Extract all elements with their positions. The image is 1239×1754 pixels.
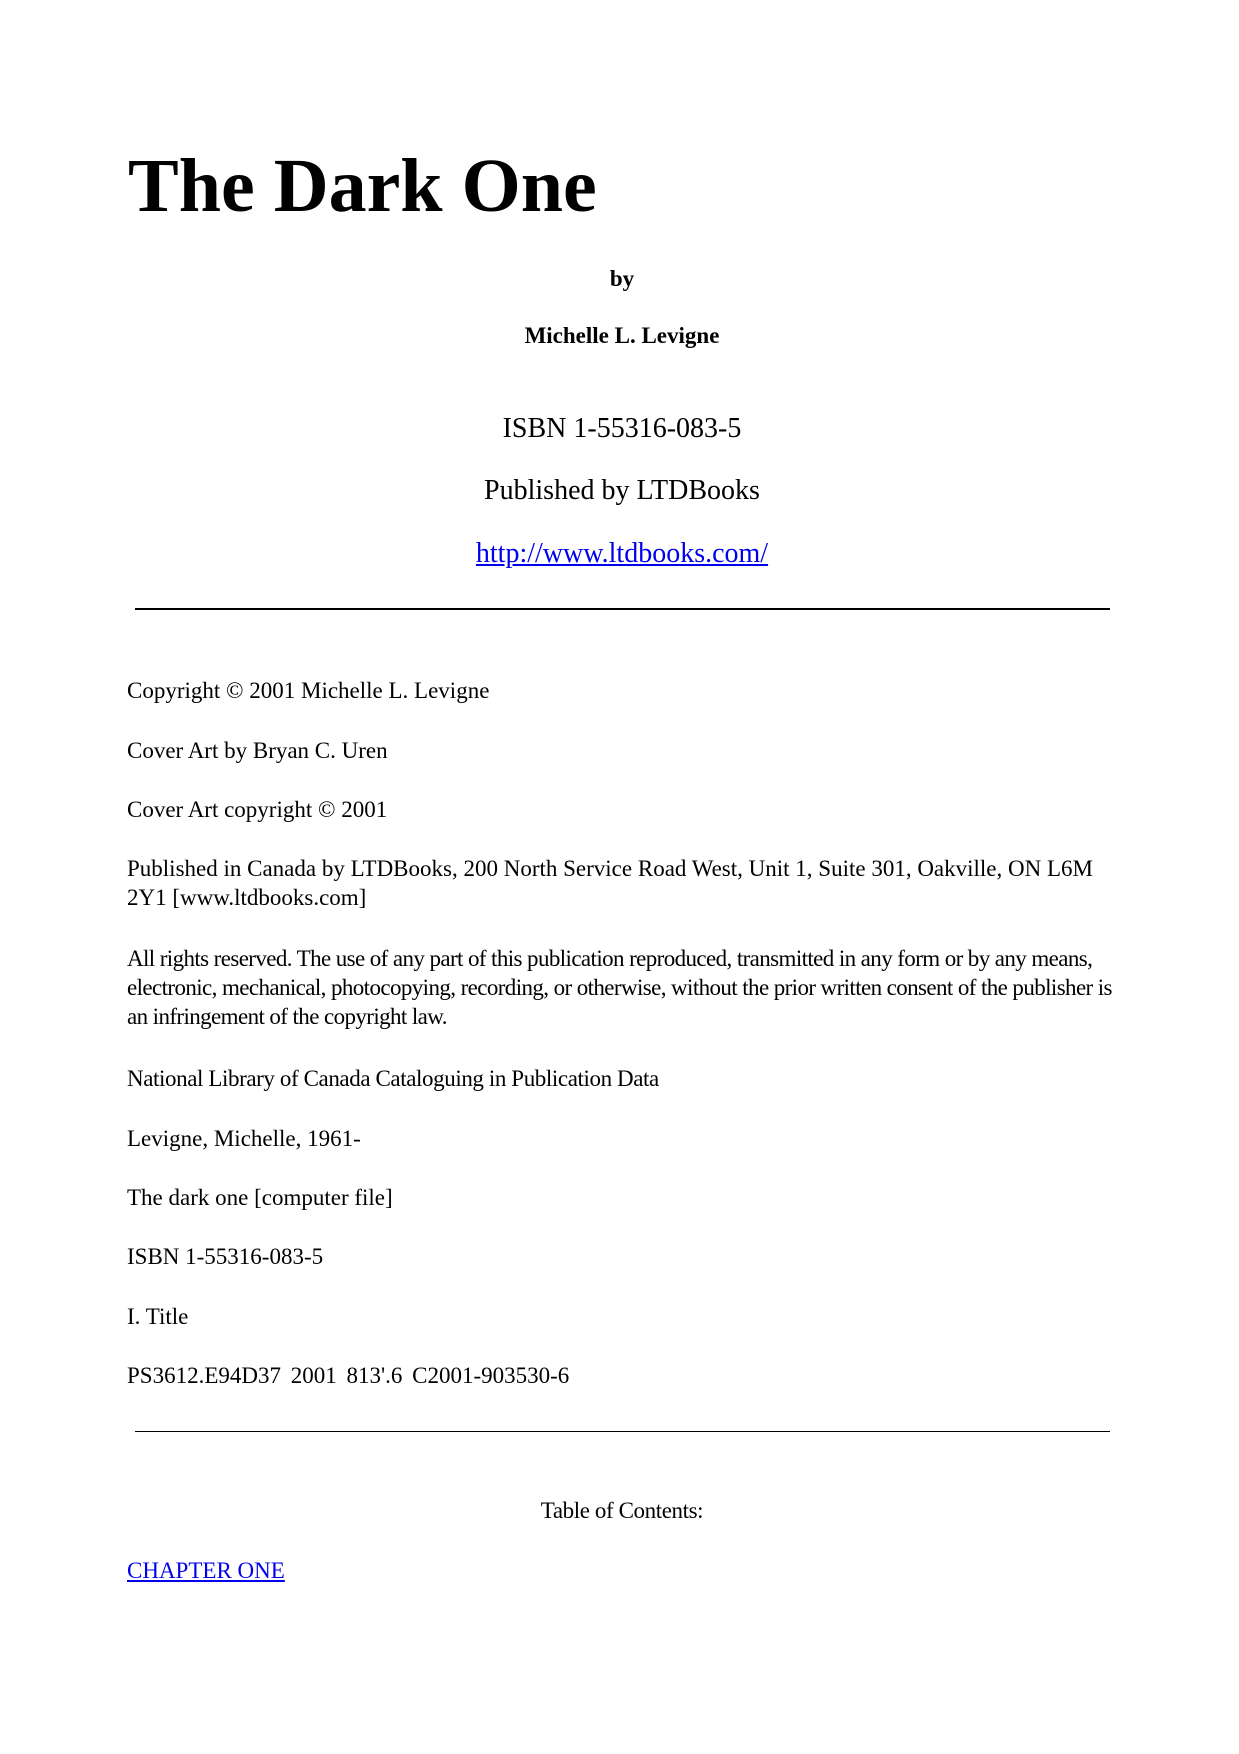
cataloguing-isbn: ISBN 1-55316-083-5 — [127, 1244, 324, 1269]
cataloguing-heading: National Library of Canada Cataloguing in Publication Data — [127, 1066, 659, 1091]
divider-bottom — [135, 1431, 1110, 1432]
toc-heading: Table of Contents: — [540, 1498, 704, 1523]
book-title: The Dark One — [128, 144, 597, 228]
publisher-line: Published by LTDBooks — [484, 475, 760, 506]
cover-art-copyright: Cover Art copyright © 2001 — [127, 797, 388, 822]
cataloguing-title-number: I. Title — [127, 1304, 189, 1329]
cataloguing-author: Levigne, Michelle, 1961- — [127, 1126, 361, 1151]
author-name: Michelle L. Levigne — [524, 323, 720, 348]
divider-top — [135, 608, 1110, 610]
cover-art-credit: Cover Art by Bryan C. Uren — [127, 738, 388, 763]
isbn-header: ISBN 1-55316-083-5 — [502, 413, 742, 444]
publisher-url — [122, 538, 1122, 570]
toc-link-chapter-one[interactable]: CHAPTER ONE — [127, 1558, 285, 1583]
toc-list — [127, 1558, 285, 1584]
cataloguing-title: The dark one [computer file] — [127, 1185, 393, 1210]
publisher-url-link[interactable]: http://www.ltdbooks.com/ — [475, 538, 769, 569]
published-in-canada: Published in Canada by LTDBooks, 200 North Service Road West, Unit 1, Suite 301, Oakville, ON L6M 2Y1 [www.ltdbooks.com] — [127, 856, 1093, 910]
byline-by: by — [609, 266, 635, 291]
rights-reserved: All rights reserved. The use of any part of this publication reproduced, transmitted in any form or by any means, electronic, mechanical, photocopying, recording, or otherwise, without the prior written consent of the publisher is an infringement of the copyright law. — [127, 946, 1112, 1029]
cataloguing-classification: PS3612.E94D37 2001 813'.6 C2001-903530-6 — [127, 1363, 570, 1388]
copyright-line: Copyright © 2001 Michelle L. Levigne — [127, 678, 490, 703]
